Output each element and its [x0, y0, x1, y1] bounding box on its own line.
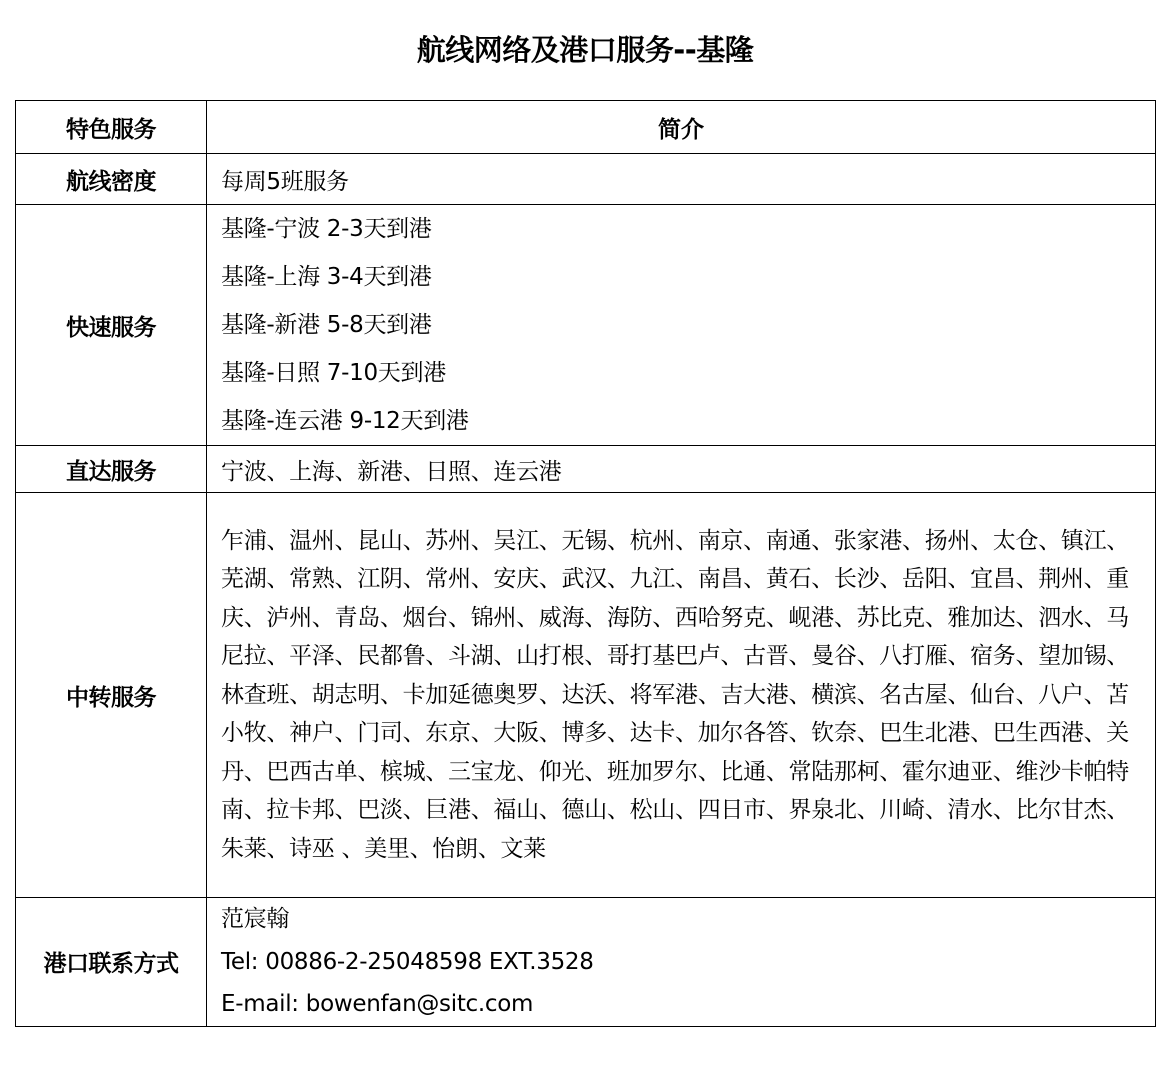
express-route-lianyungang: 基隆-连云港 9-12天到港: [221, 408, 469, 434]
table-row-transit-service: [16, 493, 1156, 898]
table-header-row: [16, 101, 1156, 154]
route-density-value: 每周5班服务: [207, 154, 1156, 205]
express-route-xingang: 基隆-新港 5-8天到港: [221, 312, 432, 338]
row-label-port-contact: 港口联系方式: [16, 898, 207, 1027]
express-routes: [207, 205, 1156, 446]
transit-service-ports: 乍浦、温州、昆山、苏州、吴江、无锡、杭州、南京、南通、张家港、扬州、太仓、镇江、芜湖、常熟、江阴、常州、安庆、武汉、九江、南昌、黄石、长沙、岳阳、宜昌、荆州、重庆、泸州、青岛、烟台、锦州、威海、海防、西哈努克、岘港、苏比克、雅加达、泗水、马尼拉、平泽、民都鲁、斗湖、山打根、哥打基巴卢、古晋、曼谷、八打雁、宿务、望加锡、林查班、胡志明、卡加延德奥罗、达沃、将军港、吉大港、横滨、名古屋、仙台、八户、苫小牧、神户、门司、东京、大阪、博多、达卡、加尔各答、钦奈、巴生北港、巴生西港、关丹、巴西古单、槟城、三宝龙、仰光、班加罗尔、比通、常陆那柯、霍尔迪亚、维沙卡帕特南、拉卡邦、巴淡、巨港、福山、德山、松山、四日市、界泉北、川崎、清水、比尔甘杰、朱莱、诗巫 、美里、怡朗、文莱: [207, 493, 1156, 898]
page-title: 航线网络及港口服务--基隆: [416, 33, 754, 67]
express-route-rizhao: 基隆-日照 7-10天到港: [221, 360, 446, 386]
port-contact-details: [207, 898, 1156, 1027]
table-row-express-service: [16, 205, 1156, 446]
direct-service-ports: 宁波、上海、新港、日照、连云港: [207, 446, 1156, 493]
contact-email: E-mail: bowenfan@sitc.com: [221, 991, 534, 1017]
table-row-direct-service: [16, 446, 1156, 493]
row-label-direct-service: 直达服务: [16, 446, 207, 493]
table-row-port-contact: [16, 898, 1156, 1027]
row-label-express-service: 快速服务: [16, 205, 207, 446]
contact-name: 范宸翰: [221, 906, 290, 932]
row-label-route-density: 航线密度: [16, 154, 207, 205]
header-description: 简介: [207, 101, 1156, 154]
express-route-ningbo: 基隆-宁波 2-3天到港: [221, 216, 432, 242]
row-label-transit-service: 中转服务: [16, 493, 207, 898]
contact-tel: Tel: 00886-2-25048598 EXT.3528: [221, 948, 594, 975]
port-service-table: [15, 100, 1156, 1027]
table-row-route-density: [16, 154, 1156, 205]
express-route-shanghai: 基隆-上海 3-4天到港: [221, 264, 432, 290]
header-feature-service: 特色服务: [16, 101, 207, 154]
